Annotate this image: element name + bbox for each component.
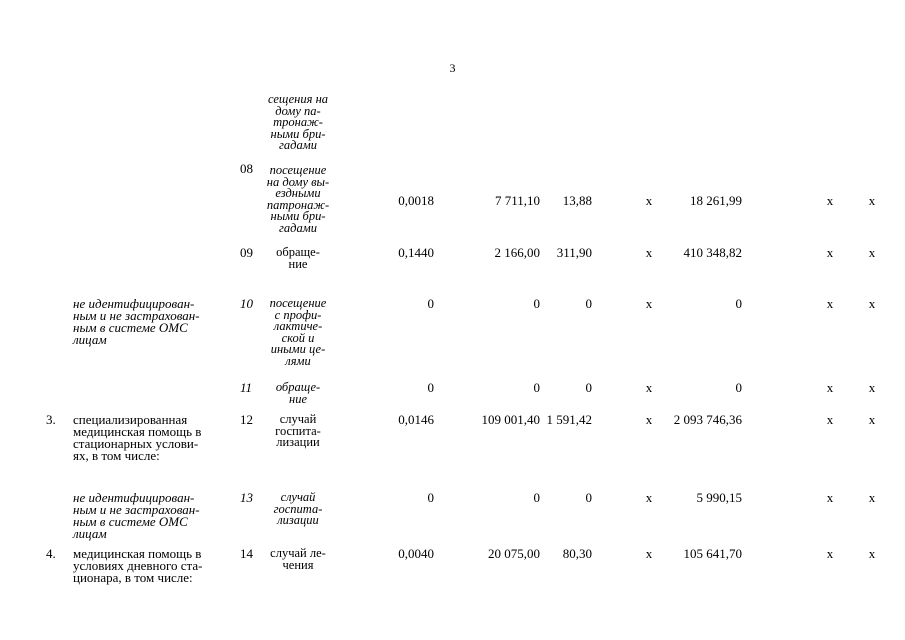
- name-line: ях, в том числе:: [73, 448, 160, 463]
- x-mark: х: [826, 490, 834, 505]
- unit-line: обраще-: [275, 380, 321, 394]
- unit-line: посещение: [269, 296, 327, 310]
- x-mark: х: [826, 193, 834, 208]
- cost-value: 2 166,00: [494, 245, 540, 260]
- unit-line: тронаж-: [273, 115, 323, 129]
- unit-line: лизации: [277, 513, 319, 527]
- unit-line: сещения на: [267, 92, 329, 106]
- cost-value: 0: [533, 380, 540, 395]
- name-line: ным в системе ОМС: [73, 320, 188, 335]
- x-mark: х: [645, 412, 653, 427]
- unit-cell-10: [262, 298, 334, 367]
- unit-line: посещение: [269, 163, 327, 177]
- cost-value: 109 001,40: [481, 412, 540, 427]
- unit-line: гадами: [279, 138, 317, 152]
- x-mark: х: [868, 546, 876, 561]
- unit-line: ездными: [275, 186, 321, 200]
- unit-line: лями: [285, 353, 311, 368]
- x-mark: х: [868, 490, 876, 505]
- x-mark: х: [826, 245, 834, 260]
- x-mark: х: [826, 296, 834, 311]
- name-line: ным и не застрахован-: [73, 308, 200, 323]
- unit-line: на дому вы-: [266, 174, 330, 189]
- per-capita-value: 13,88: [562, 193, 592, 208]
- unit-line: случай: [280, 490, 316, 504]
- unit-line: ние: [288, 256, 308, 271]
- name-line: ным в системе ОМС: [73, 514, 188, 529]
- unit-line: ными бри-: [270, 209, 326, 223]
- unit-line: ными бри-: [270, 126, 326, 141]
- unit-line: случай ле-: [270, 546, 326, 560]
- row-code-08: 08: [240, 161, 253, 176]
- unit-line: госпита-: [275, 423, 321, 438]
- page-number: 3: [449, 61, 456, 75]
- x-mark: х: [645, 490, 653, 505]
- norm-value: 0,1440: [398, 245, 434, 260]
- norm-value: 0,0018: [398, 193, 434, 208]
- sum-value: 105 641,70: [683, 546, 742, 561]
- unit-cell-13: [262, 492, 334, 527]
- x-mark: х: [868, 296, 876, 311]
- unit-line: случай: [279, 412, 317, 426]
- row-code-10: 10: [240, 296, 253, 311]
- row-name-10: [73, 298, 233, 346]
- sum-value: 0: [735, 296, 742, 311]
- x-mark: х: [826, 546, 834, 561]
- section-number-4: 4.: [46, 546, 56, 561]
- name-line: лицам: [73, 332, 107, 347]
- name-line: медицинская помощь в: [73, 546, 202, 561]
- sum-value: 5 990,15: [696, 490, 742, 505]
- name-line: ным и не застрахован-: [73, 502, 200, 517]
- x-mark: х: [645, 245, 653, 260]
- norm-value: 0,0040: [398, 546, 434, 561]
- per-capita-value: 0: [585, 296, 592, 311]
- row-code-13: 13: [240, 490, 253, 505]
- unit-line: обраще-: [276, 245, 320, 259]
- per-capita-value: 0: [585, 490, 592, 505]
- unit-cell-08: [262, 165, 334, 234]
- sum-value: 410 348,82: [683, 245, 742, 260]
- x-mark: х: [645, 380, 653, 395]
- name-line: не идентифицирован-: [73, 490, 195, 505]
- unit-line: патронаж-: [266, 197, 330, 212]
- name-line: не идентифицирован-: [73, 296, 195, 311]
- row-code-09: 09: [240, 245, 253, 260]
- x-mark: х: [868, 412, 876, 427]
- unit-line: с профи-: [274, 307, 322, 322]
- row-code-11: 11: [240, 380, 253, 395]
- unit-line: дому па-: [275, 103, 321, 118]
- unit-line: госпита-: [273, 501, 323, 516]
- name-line: ционара, в том числе:: [73, 570, 193, 585]
- norm-value: 0: [427, 490, 434, 505]
- unit-line: иными це-: [270, 342, 326, 356]
- norm-value: 0,0146: [398, 412, 434, 427]
- name-line: стационарных услови-: [73, 436, 199, 451]
- unit-line: лактиче-: [273, 319, 323, 333]
- unit-cell-continuation: [262, 94, 334, 152]
- x-mark: х: [868, 380, 876, 395]
- name-line: медицинская помощь в: [73, 424, 202, 439]
- unit-line: ние: [289, 391, 307, 406]
- sum-value: 2 093 746,36: [673, 412, 742, 427]
- per-capita-value: 1 591,42: [546, 412, 592, 427]
- norm-value: 0: [427, 296, 434, 311]
- x-mark: х: [645, 296, 653, 311]
- cost-value: 20 075,00: [488, 546, 540, 561]
- row-name-14: [73, 548, 233, 584]
- x-mark: х: [645, 193, 653, 208]
- cost-value: 0: [533, 490, 540, 505]
- row-name-13: [73, 492, 233, 540]
- x-mark: х: [826, 412, 834, 427]
- unit-cell-12: [262, 414, 334, 449]
- name-line: лицам: [73, 526, 107, 541]
- x-mark: х: [868, 193, 876, 208]
- name-line: специализированная: [73, 412, 188, 427]
- name-line: условиях дневного ста-: [73, 558, 203, 573]
- cost-value: 7 711,10: [494, 193, 540, 208]
- per-capita-value: 0: [585, 380, 592, 395]
- unit-cell-09: [262, 247, 334, 270]
- row-code-12: 12: [240, 412, 253, 427]
- unit-line: чения: [282, 557, 314, 572]
- unit-cell-11: [262, 382, 334, 405]
- norm-value: 0: [427, 380, 434, 395]
- unit-line: ской и: [281, 330, 315, 345]
- section-number-3: 3.: [46, 412, 56, 427]
- sum-value: 0: [735, 380, 742, 395]
- x-mark: х: [826, 380, 834, 395]
- row-name-12: [73, 414, 233, 462]
- per-capita-value: 311,90: [556, 245, 592, 260]
- x-mark: х: [868, 245, 876, 260]
- cost-value: 0: [533, 296, 540, 311]
- unit-line: гадами: [279, 220, 317, 235]
- per-capita-value: 80,30: [562, 546, 592, 561]
- unit-cell-14: [262, 548, 334, 571]
- unit-line: лизации: [276, 435, 320, 449]
- sum-value: 18 261,99: [690, 193, 742, 208]
- x-mark: х: [645, 546, 653, 561]
- row-code-14: 14: [240, 546, 253, 561]
